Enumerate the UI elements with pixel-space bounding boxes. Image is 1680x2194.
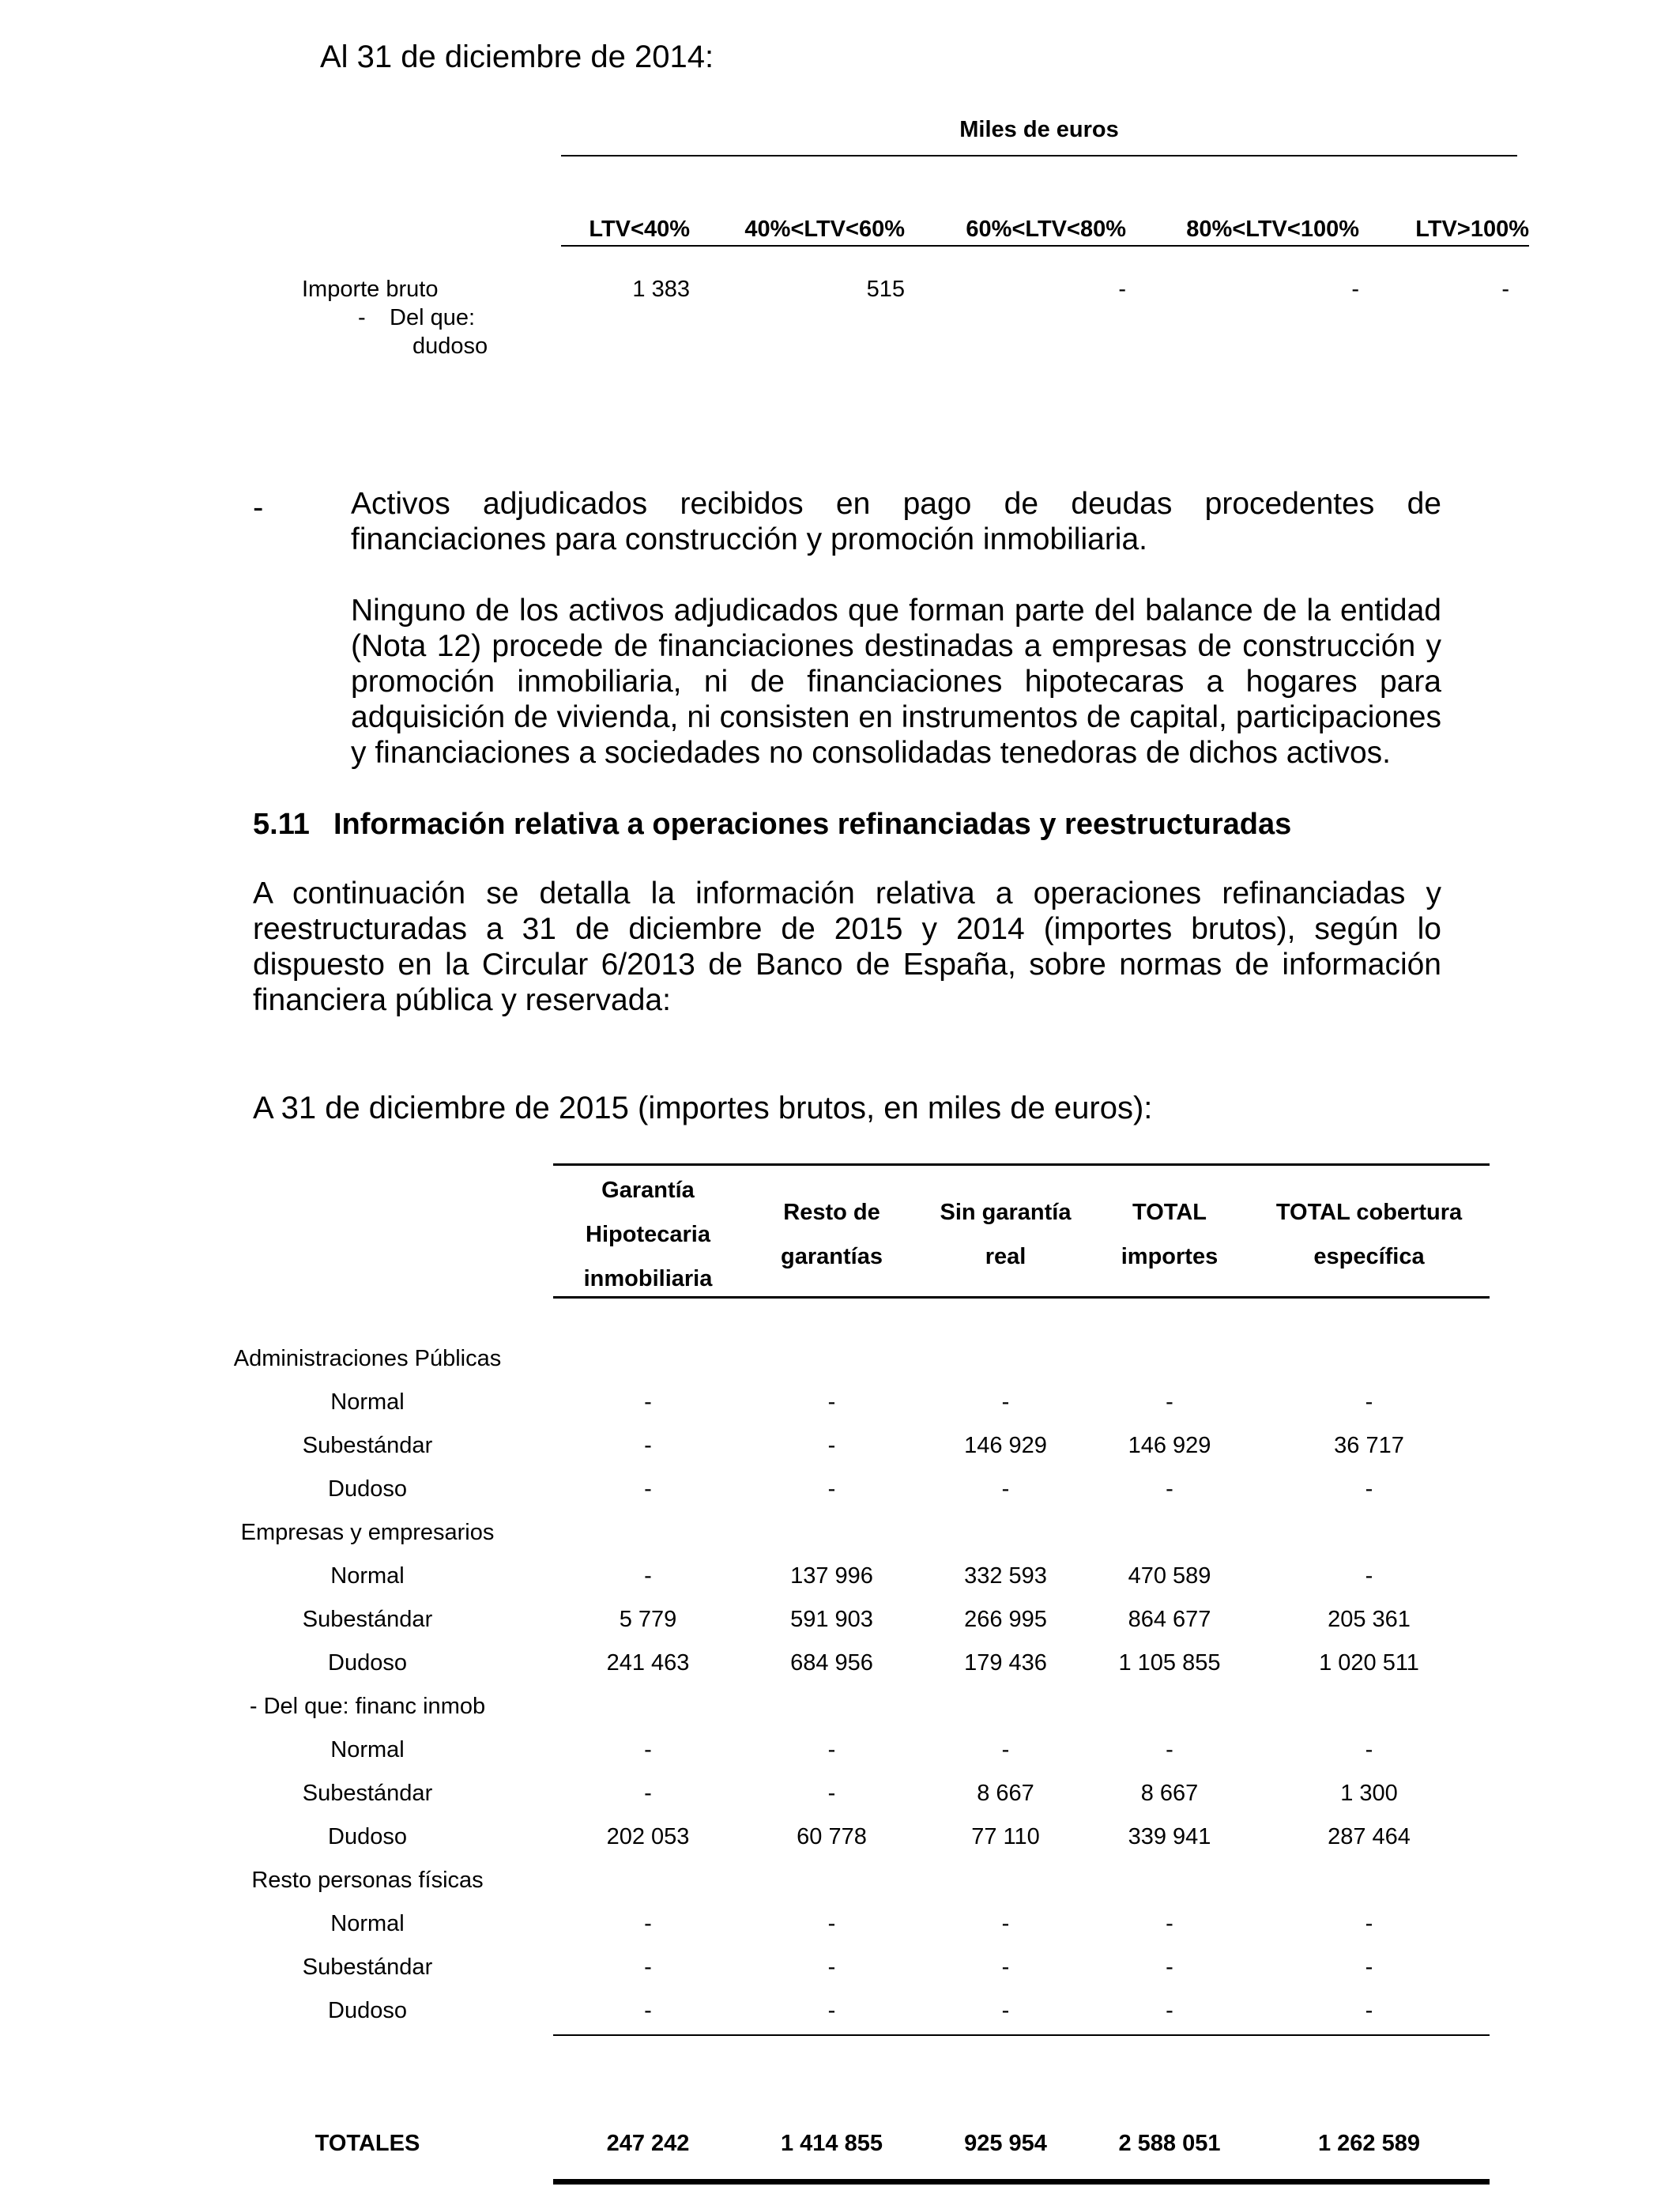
row-label: Normal bbox=[330, 1911, 405, 1936]
table-cell: 5 779 bbox=[619, 1607, 677, 1632]
table-cell: 864 677 bbox=[1128, 1607, 1211, 1632]
table-cell: - bbox=[1001, 1389, 1010, 1415]
table-cell: - bbox=[1166, 1389, 1173, 1415]
totals-cell: 247 242 bbox=[606, 2131, 690, 2156]
table-cell: - bbox=[827, 1389, 836, 1415]
refi-header-1-line: inmobiliaria bbox=[583, 1266, 713, 1291]
refi-header-1 bbox=[553, 1168, 743, 1301]
table-cell: - bbox=[1365, 1389, 1373, 1415]
table-cell: 470 589 bbox=[1128, 1563, 1211, 1589]
table-cell: - bbox=[1365, 1911, 1373, 1936]
table-cell: - bbox=[1365, 1563, 1373, 1589]
table-cell: - bbox=[1365, 1476, 1373, 1502]
ltv-header-3: 60%<LTV<80% bbox=[966, 217, 1126, 242]
totals-double-rule bbox=[553, 2179, 1490, 2185]
table-cell: 146 929 bbox=[964, 1433, 1047, 1458]
refi-header-2 bbox=[747, 1190, 917, 1279]
row-label: Dudoso bbox=[328, 1476, 407, 1502]
table-cell: - bbox=[1001, 1476, 1010, 1502]
table-cell: - bbox=[827, 1955, 836, 1980]
bullet-dash: - bbox=[253, 490, 264, 525]
table-cell: - bbox=[827, 1433, 836, 1458]
ltv-header-4: 80%<LTV<100% bbox=[1186, 217, 1359, 242]
row-label: Subestándar bbox=[302, 1433, 433, 1458]
refi-header-5-line: TOTAL cobertura bbox=[1275, 1200, 1463, 1225]
table-cell: 287 464 bbox=[1328, 1824, 1411, 1849]
table-cell: 202 053 bbox=[606, 1824, 690, 1849]
row-label: Normal bbox=[330, 1737, 405, 1762]
table-cell: 1 300 bbox=[1340, 1781, 1398, 1806]
ltv-cell: 1 383 bbox=[632, 277, 690, 302]
table-cell: - bbox=[1166, 1955, 1173, 1980]
table-cell: - bbox=[644, 1911, 652, 1936]
refi-header-2-line: garantías bbox=[781, 1244, 883, 1269]
totals-cell: 925 954 bbox=[964, 2131, 1047, 2156]
ltv-header-5: LTV>100% bbox=[1415, 217, 1529, 242]
intro-2014: Al 31 de diciembre de 2014: bbox=[320, 40, 714, 74]
table-cell: 1 105 855 bbox=[1118, 1650, 1221, 1676]
row-label: Subestándar bbox=[302, 1781, 433, 1806]
table-cell: 339 941 bbox=[1128, 1824, 1211, 1849]
table-cell: - bbox=[827, 1998, 836, 2023]
row-group-label: Empresas y empresarios bbox=[240, 1520, 495, 1545]
table-cell: 77 110 bbox=[971, 1824, 1040, 1849]
ltv-header-1: LTV<40% bbox=[589, 217, 690, 242]
row-label: Subestándar bbox=[302, 1607, 433, 1632]
ltv-cell: - bbox=[1351, 277, 1359, 302]
table-cell: - bbox=[644, 1563, 652, 1589]
totals-cell: 2 588 051 bbox=[1118, 2131, 1221, 2156]
ltv-cell: - bbox=[1118, 277, 1126, 302]
refi-header-4-line: importes bbox=[1121, 1244, 1219, 1269]
ltv-header-rule bbox=[561, 245, 1529, 247]
totals-cell: 1 414 855 bbox=[780, 2131, 883, 2156]
row-group-label: Administraciones Públicas bbox=[233, 1346, 502, 1371]
table-cell: - bbox=[1001, 1998, 1010, 2023]
ltv-subrow-dash: - bbox=[358, 305, 366, 330]
table-cell: - bbox=[644, 1737, 652, 1762]
table-cell: - bbox=[1166, 1737, 1173, 1762]
totals-label: TOTALES bbox=[315, 2131, 420, 2156]
row-group-label: Resto personas físicas bbox=[251, 1868, 484, 1893]
refi-header-1-line: Hipotecaria bbox=[586, 1222, 710, 1247]
row-label: Normal bbox=[330, 1389, 405, 1415]
table-cell: - bbox=[644, 1389, 652, 1415]
ltv-subrow-label: dudoso bbox=[412, 334, 488, 359]
table-cell: - bbox=[644, 1433, 652, 1458]
table-cell: - bbox=[827, 1781, 836, 1806]
table-cell: 591 903 bbox=[790, 1607, 873, 1632]
table-cell: 8 667 bbox=[977, 1781, 1034, 1806]
table-cell: - bbox=[1166, 1476, 1173, 1502]
table-cell: 1 020 511 bbox=[1319, 1650, 1419, 1676]
row-label: Dudoso bbox=[328, 1824, 407, 1849]
ltv-unit-rule bbox=[561, 155, 1517, 156]
table-cell: - bbox=[1365, 1737, 1373, 1762]
table-cell: 241 463 bbox=[606, 1650, 690, 1676]
table-cell: 205 361 bbox=[1328, 1607, 1411, 1632]
table-cell: - bbox=[1365, 1998, 1373, 2023]
table-cell: - bbox=[827, 1737, 836, 1762]
table-cell: - bbox=[644, 1781, 652, 1806]
ltv-unit-header: Miles de euros bbox=[959, 117, 1119, 142]
ltv-row-label: Importe bruto bbox=[302, 277, 439, 302]
refi-header-3-line: real bbox=[985, 1244, 1026, 1269]
totals-cell: 1 262 589 bbox=[1317, 2131, 1420, 2156]
refi-header-4 bbox=[1098, 1190, 1241, 1279]
refi-header-3 bbox=[921, 1190, 1090, 1279]
table-cell: - bbox=[1166, 1998, 1173, 2023]
section-paragraph: A continuación se detalla la información relativa a operaciones refinanciadas y reestructuradas a 31 de diciembre de 2015 y 2014 (importes brutos), según lo dispuesto en la Circular 6/2013 de Banco de España, sobre normas de información financiera pública y reservada: bbox=[253, 876, 1441, 1017]
refi-header-5-line: específica bbox=[1313, 1244, 1425, 1269]
row-label: Normal bbox=[330, 1563, 405, 1589]
table-cell: 8 667 bbox=[1140, 1781, 1199, 1806]
row-label: Dudoso bbox=[328, 1650, 407, 1676]
table-cell: - bbox=[827, 1476, 836, 1502]
table-cell: 332 593 bbox=[964, 1563, 1047, 1589]
table-cell: - bbox=[1365, 1955, 1373, 1980]
table-cell: 146 929 bbox=[1128, 1433, 1211, 1458]
bullet-title: Activos adjudicados recibidos en pago de deudas procedentes de financiaciones para construcción y promoción inmobiliaria. bbox=[351, 487, 1441, 556]
ltv-cell: - bbox=[1501, 277, 1509, 302]
table-cell: - bbox=[644, 1998, 652, 2023]
table-cell: - bbox=[827, 1911, 836, 1936]
table-cell: - bbox=[644, 1955, 652, 1980]
table-cell: - bbox=[1001, 1737, 1010, 1762]
table-cell: 137 996 bbox=[790, 1563, 873, 1589]
refi-top-rule bbox=[553, 1163, 1490, 1166]
row-group-label: - Del que: financ inmob bbox=[249, 1694, 486, 1719]
refi-header-1-line: Garantía bbox=[601, 1178, 695, 1203]
table-cell: 60 778 bbox=[797, 1824, 867, 1849]
ltv-subrow-label: Del que: bbox=[390, 305, 476, 330]
section-number: 5.11 bbox=[253, 808, 310, 841]
refi-header-4-line: TOTAL bbox=[1132, 1200, 1207, 1225]
intro-2015: A 31 de diciembre de 2015 (importes brutos, en miles de euros): bbox=[253, 1091, 1153, 1125]
row-label: Subestándar bbox=[302, 1955, 433, 1980]
bullet-body: Ninguno de los activos adjudicados que forman parte del balance de la entidad (Nota 12) procede de financiaciones destinadas a empresas de construcción y promoción inmobiliaria, ni de financiaciones hipotecaras a hogares para adquisición de vivienda, ni consisten en instrumentos de capital, participaciones y financiaciones a sociedades no consolidadas tenedoras de dichos activos. bbox=[351, 594, 1441, 770]
table-cell: - bbox=[1001, 1955, 1010, 1980]
refi-header-2-line: Resto de bbox=[783, 1200, 880, 1225]
table-cell: - bbox=[1166, 1911, 1173, 1936]
table-cell: - bbox=[644, 1476, 652, 1502]
refi-header-rule bbox=[553, 1296, 1490, 1299]
section-title: Información relativa a operaciones refinanciadas y reestructuradas bbox=[333, 808, 1292, 841]
table-cell: 36 717 bbox=[1334, 1433, 1404, 1458]
ltv-header-2: 40%<LTV<60% bbox=[744, 217, 905, 242]
refi-header-3-line: Sin garantía bbox=[940, 1200, 1072, 1225]
table-cell: 684 956 bbox=[790, 1650, 873, 1676]
refi-body-rule bbox=[553, 2034, 1490, 2036]
table-cell: 266 995 bbox=[964, 1607, 1047, 1632]
table-cell: - bbox=[1001, 1911, 1010, 1936]
refi-header-5 bbox=[1249, 1190, 1490, 1279]
ltv-cell: 515 bbox=[866, 277, 905, 302]
table-cell: 179 436 bbox=[964, 1650, 1047, 1676]
row-label: Dudoso bbox=[328, 1998, 407, 2023]
